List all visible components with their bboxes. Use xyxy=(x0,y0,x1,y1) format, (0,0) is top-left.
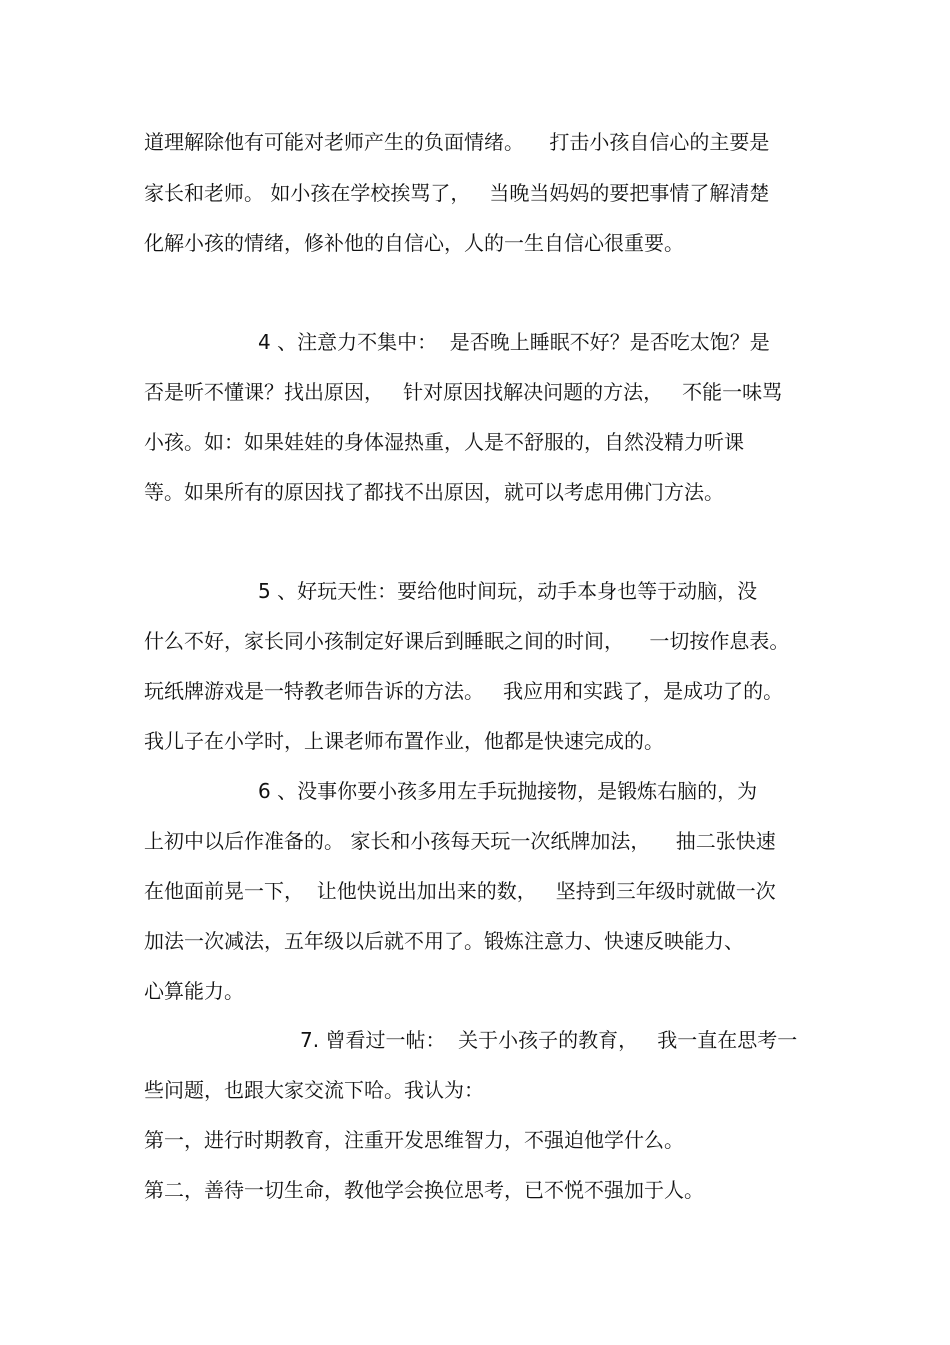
text-line: 第二，善待一切生命，教他学会换位思考，已不悦不强加于人。 xyxy=(144,1178,704,1202)
text-line: 些问题，也跟大家交流下哈。我认为： xyxy=(144,1078,484,1102)
section-7-heading-line: 7. 曾看过一帖： 关于小孩子的教育， 我一直在思考一 xyxy=(300,1028,798,1052)
text-line: 化解小孩的情绪，修补他的自信心，人的一生自信心很重要。 xyxy=(144,231,684,255)
text-line: 上初中以后作准备的。 家长和小孩每天玩一次纸牌加法， 抽二张快速 xyxy=(144,829,776,853)
text-line: 否是听不懂课？找出原因， 针对原因找解决问题的方法， 不能一味骂 xyxy=(144,380,783,404)
text-line: 玩纸牌游戏是一特教老师告诉的方法。 我应用和实践了，是成功了的。 xyxy=(144,679,784,703)
section-4-heading-line: 4 、注意力不集中： 是否晚上睡眠不好？是否吃太饱？是 xyxy=(258,330,770,354)
section-6-heading-line: 6 、没事你要小孩多用左手玩抛接物，是锻炼右脑的，为 xyxy=(258,779,758,803)
text-line: 我儿子在小学时，上课老师布置作业，他都是快速完成的。 xyxy=(144,729,664,753)
text-line: 道理解除他有可能对老师产生的负面情绪。 打击小孩自信心的主要是 xyxy=(144,130,770,154)
text-line: 家长和老师。 如小孩在学校挨骂了， 当晚当妈妈的要把事情了解清楚 xyxy=(144,181,770,205)
text-line: 等。如果所有的原因找了都找不出原因，就可以考虑用佛门方法。 xyxy=(144,480,724,504)
text-line: 心算能力。 xyxy=(144,979,244,1003)
text-line: 小孩。如：如果娃娃的身体湿热重，人是不舒服的，自然没精力听课 xyxy=(144,430,744,454)
text-line: 加法一次减法，五年级以后就不用了。锻炼注意力、快速反映能力、 xyxy=(144,929,744,953)
section-5-heading-line: 5 、好玩天性：要给他时间玩，动手本身也等于动脑，没 xyxy=(258,579,758,603)
text-line: 在他面前晃一下， 让他快说出加出来的数， 坚持到三年级时就做一次 xyxy=(144,879,776,903)
text-line: 第一，进行时期教育，注重开发思维智力，不强迫他学什么。 xyxy=(144,1128,684,1152)
text-line: 什么不好，家长同小孩制定好课后到睡眠之间的时间， 一切按作息表。 xyxy=(144,629,790,653)
